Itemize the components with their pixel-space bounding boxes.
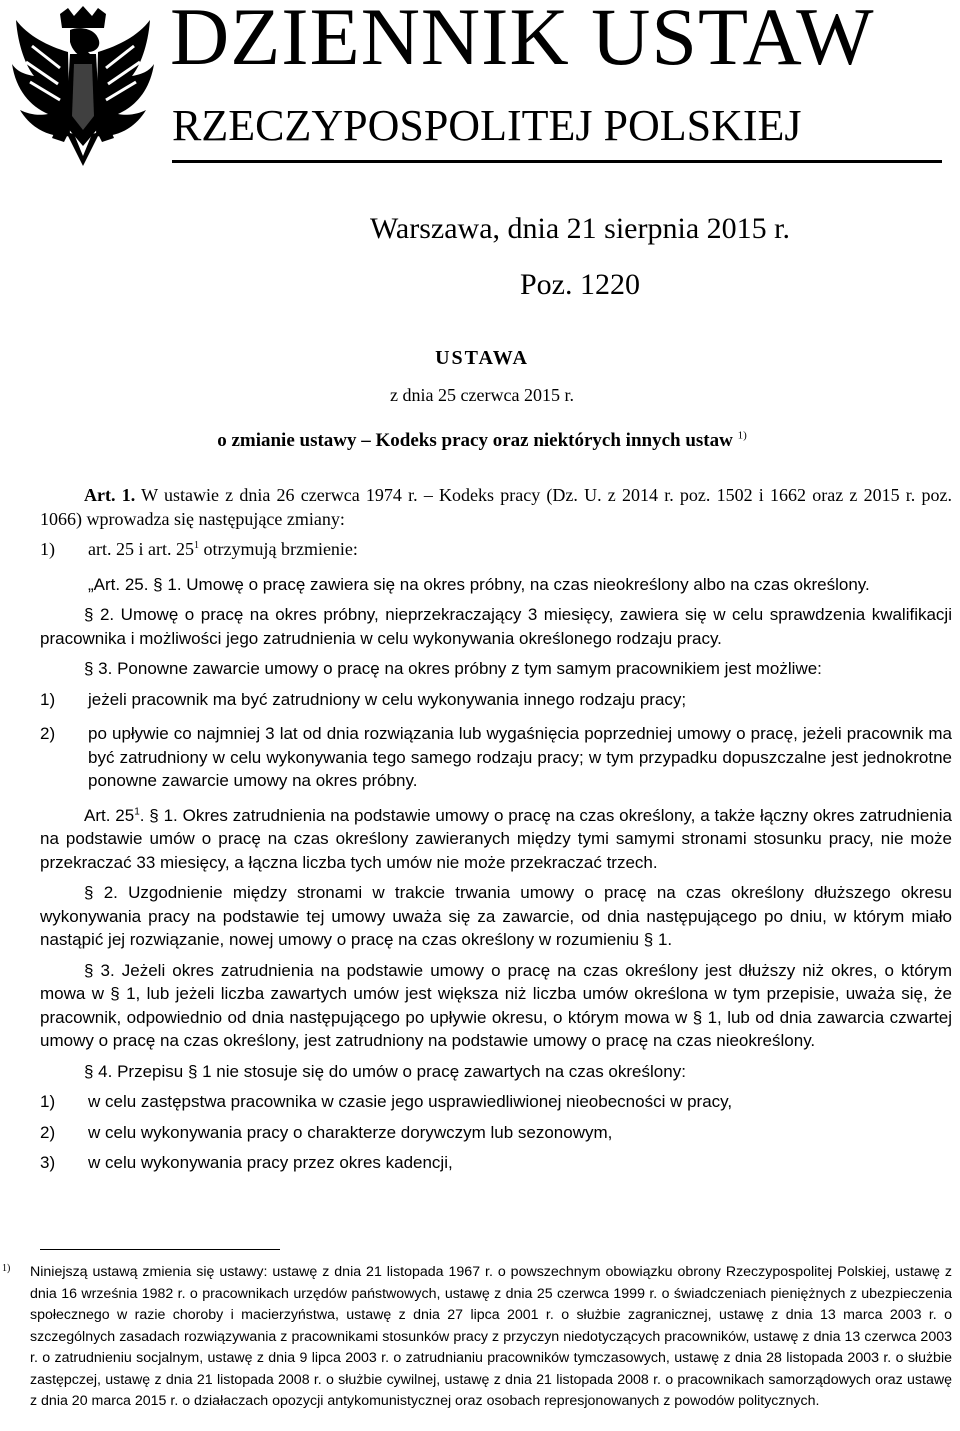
list-text: w celu wykonywania pracy o charakterze dorywczym lub sezonowym, [88, 1122, 613, 1142]
art25-1-item-3 [40, 1151, 952, 1175]
journal-title: DZIENNIK USTAW [170, 0, 875, 82]
art1-item-1 [40, 538, 952, 562]
art25-1-p1-text: . § 1. Okres zatrudnienia na podstawie umowy o pracę na czas określony, a także łączny okres zatrudnienia na podstawie umów o pracę na czas określony zawieranych między tymi samymi stronami stosunku pracy, nie może przekraczać 33 miesięcy, a łączna liczba tych umów nie może przekraczać trzech. [40, 805, 952, 872]
list-text: w celu wykonywania pracy przez okres kadencji, [88, 1153, 453, 1172]
journal-subtitle: RZECZYPOSPOLITEJ POLSKIEJ [172, 101, 802, 150]
list-number: 1) [40, 1092, 56, 1111]
art1-label: Art. 1. [84, 485, 136, 505]
list-text: jeżeli pracownik ma być zatrudniony w celu wykonywania innego rodzaju pracy; [88, 689, 687, 709]
footnote-mark: 1) [2, 1263, 11, 1274]
list-number: 2) [40, 724, 56, 743]
art25-1-label-sup: 1 [134, 805, 140, 817]
art25-item-2 [40, 722, 952, 793]
act-body [40, 484, 952, 1175]
masthead [0, 0, 960, 170]
art1-paragraph [40, 484, 952, 531]
list-text: po upływie co najmniej 3 lat od dnia rozwiązania lub wygaśnięcia poprzedniej umowy o pracę, jeżeli pracownik ma być zatrudniony w celu wykonywania tego samego rodzaju pracy; w tym przypadku dopuszczalne jest jednokrotne ponowne zawarcie umowy na okres próbny. [88, 724, 952, 790]
art25-1-item-2 [40, 1121, 952, 1145]
act-type: USTAWA [435, 347, 529, 369]
art25-p2: § 2. Umowę o pracę na okres próbny, nieprzekraczający 3 miesięcy, zawiera się w celu sprawdzenia kwalifikacji pracownika i możliwości jego zatrudnienia w celu wykonywania określonego rodzaju pracy. [40, 605, 952, 648]
art25-p3: § 3. Ponowne zawarcie umowy o pracę na okres próbny z tym samym pracownikiem jest możliwe: [84, 659, 822, 678]
list-number: 3) [40, 1153, 56, 1172]
art25-1-p4: § 4. Przepisu § 1 nie stosuje się do umów o pracę zawartych na czas określony: [84, 1061, 686, 1081]
act-title-footnote-ref: 1) [737, 429, 747, 442]
position-number: Poz. 1220 [520, 268, 640, 301]
act-title-text: o zmianie ustawy – Kodeks pracy oraz niektórych innych ustaw [217, 430, 733, 451]
masthead-divider [172, 160, 942, 163]
art25-1-p2: § 2. Uzgodnienie między stronami w trakcie trwania umowy o pracę na czas określony dłuższego okresu wykonywania pracy na podstawie tej umowy uważa się za zawarcie, od dnia następującego po dniu, w którym miało nastąpić jej rozwiązanie, nowej umowy o pracę na czas określony w rozumieniu § 1. [40, 883, 952, 949]
art1-text: W ustawie z dnia 26 czerwca 1974 r. – Kodeks pracy (Dz. U. z 2014 r. poz. 1502 i 1662 oraz z 2015 r. poz. 1066) wprowadza się następujące zmiany: [40, 485, 953, 529]
footnote [0, 1262, 952, 1413]
art25-1-item-1 [40, 1090, 952, 1114]
act-title [2, 430, 960, 452]
art25-p1: „Art. 25. § 1. Umowę o pracę zawiera się na okres próbny, na czas nieokreślony albo na czas określony. [88, 574, 870, 594]
polish-eagle-emblem-icon [8, 6, 158, 166]
art25-item-1 [40, 688, 952, 712]
list-text: w celu zastępstwa pracownika w czasie jego usprawiedliwionej nieobecności w pracy, [88, 1092, 733, 1111]
list-number: 1) [40, 689, 56, 709]
place-date: Warszawa, dnia 21 sierpnia 2015 r. [370, 212, 790, 245]
art25-1-p3: § 3. Jeżeli okres zatrudnienia na podstawie umowy o pracę na czas określony jest dłuższy niż okres, o którym mowa w § 1, lub jeżeli liczba zawartych umów jest większa niż liczba umów określona w tym przepisie, uważa się, że pracownik, odpowiednio od dnia następującego po upływie okresu, o którym mowa w § 1, lub od dnia zawarcia czwartej umowy o pracę na czas określony, jest zatrudniony na podstawie umowy o pracę na czas nieokreślony. [40, 960, 952, 1050]
list-number: 1) [40, 539, 55, 559]
footnote-text: Niniejszą ustawą zmienia się ustawy: ustawę z dnia 21 listopada 1967 r. o powszechnym obowiązku obrony Rzeczypospolitej Polskiej, ustawę z dnia 16 września 1982 r. o pracownikach urzędów państwowych, ustawę z dnia 25 czerwca 1999 r. o świadczeniach pieniężnych z ubezpieczenia społecznego w razie choroby i macierzyństwa, ustawę z dnia 27 lipca 2001 r. o służbie zagranicznej, ustawę z dnia 13 marca 2003 r. o szczególnych zasadach rozwiązywania z pracownikami stosunków pracy z przyczyn niedotyczących pracowników, ustawę z dnia 13 czerwca 2003 r. o zatrudnieniu socjalnym, ustawę z dnia 9 lipca 2003 r. o zatrudnianiu pracowników tymczasowych, ustawę z dnia 28 listopada 2003 r. o służbie zastępczej, ustawę z dnia 21 listopada 2008 r. o służbie cywilnej, ustawę z dnia 21 listopada 2008 r. o pracownikach samorządowych oraz ustawę z dnia 20 marca 2015 r. o działaczach opozycji antykomunistycznej oraz osobach represjonowanych z powodów politycznych. [30, 1264, 952, 1409]
act-date: z dnia 25 czerwca 2015 r. [390, 385, 574, 405]
art1-item1-pre: art. 25 i art. 25 [88, 539, 194, 559]
art25-1-p1 [40, 804, 952, 875]
art1-item1-sup: 1 [193, 540, 199, 551]
art25-1-label: Art. 25 [84, 805, 135, 825]
list-number: 2) [40, 1122, 56, 1142]
footnote-divider [40, 1249, 280, 1250]
art1-item1-post: otrzymują brzmienie: [203, 539, 358, 559]
